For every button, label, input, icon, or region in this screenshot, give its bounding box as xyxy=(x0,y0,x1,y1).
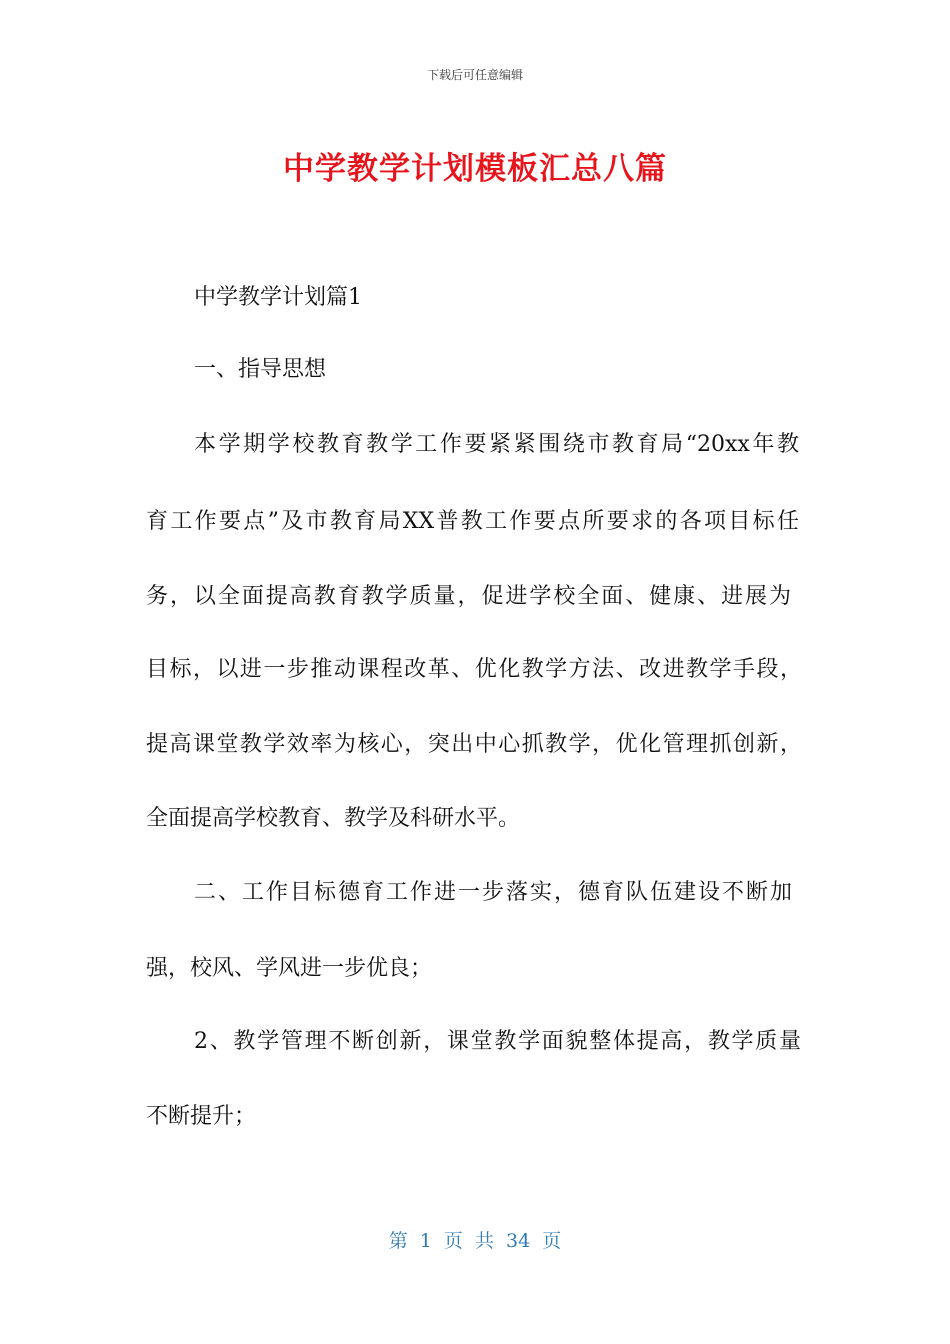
paragraph-line: 强，校风、学风进一步优良； xyxy=(146,956,433,981)
header-note: 下载后可任意编辑 xyxy=(426,68,523,82)
paragraph-line: 目标，以进一步推动课程改革、优化教学方法、改进教学手段， xyxy=(146,657,802,682)
paragraph-line: 提高课堂教学效率为核心，突出中心抓教学，优化管理抓创新， xyxy=(146,732,802,757)
document-title: 中学教学计划模板汇总八篇 xyxy=(283,151,667,187)
paragraph-line: 全面提高学校教育、教学及科研水平。 xyxy=(146,806,521,831)
paragraph-line: 二、工作目标德育工作进一步落实，德育队伍建设不断加 xyxy=(194,880,792,905)
paragraph-line: 育工作要点”及市教育局XX普教工作要点所要求的各项目标任 xyxy=(146,509,799,534)
paragraph-line: 务，以全面提高教育教学质量，促进学校全面、健康、进展为 xyxy=(146,584,791,609)
paragraph-line: 2、教学管理不断创新，课堂教学面貌整体提高，教学质量 xyxy=(194,1029,801,1054)
paragraph-line: 本学期学校教育教学工作要紧紧围绕市教育局“20xx年教 xyxy=(194,432,799,457)
subheading-guiding-ideology: 一、指导思想 xyxy=(194,357,327,382)
page-footer: 第 1 页 共 34 页 xyxy=(388,1230,562,1252)
paragraph-line: 不断提升； xyxy=(146,1104,257,1129)
section-heading-plan-1: 中学教学计划篇1 xyxy=(194,285,362,310)
